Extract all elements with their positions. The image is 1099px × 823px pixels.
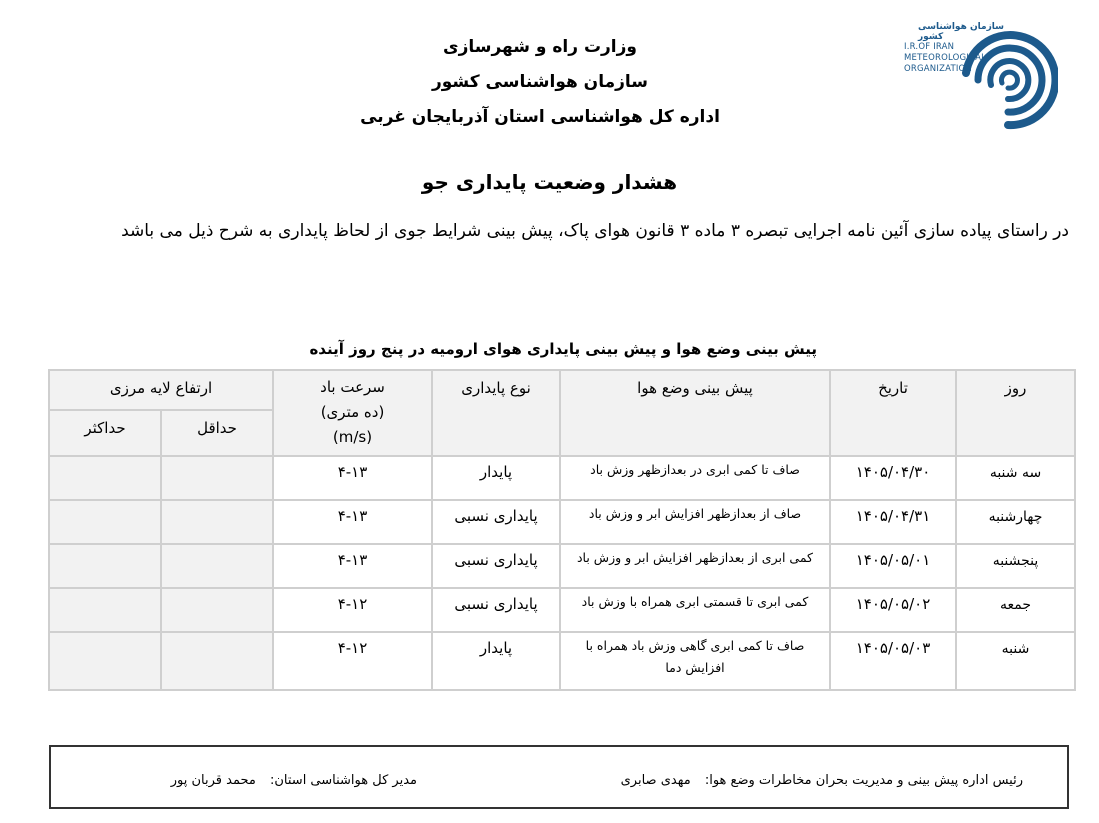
header-date: تاریخ: [830, 370, 956, 456]
warning-title: هشدار وضعیت پایداری جو: [421, 170, 678, 194]
cell-day: جمعه: [956, 588, 1075, 632]
cell-stability: پایداری نسبی: [432, 588, 560, 632]
header-min: حداقل: [161, 410, 273, 456]
header-stability: نوع پایداری: [432, 370, 560, 456]
signature-box: [49, 745, 1069, 809]
logo-english-line-2: METEOROLOGICAL: [904, 53, 987, 63]
cell-max: [49, 456, 161, 500]
cell-wind-speed: ۴-۱۲: [273, 588, 432, 632]
cell-forecast: صاف تا کمی ابری گاهی وزش باد همراه با افزایش دما: [560, 632, 830, 690]
header-wind-speed-line-2: (ده متری): [320, 403, 385, 421]
cell-wind-speed: ۴-۱۲: [273, 632, 432, 690]
provincial-office-name: اداره کل هواشناسی استان آذربایجان غربی: [360, 107, 720, 127]
cell-day: چهارشنبه: [956, 500, 1075, 544]
director-role: مدیر کل هواشناسی استان:: [269, 773, 417, 788]
table-header-row: [49, 370, 1075, 410]
cell-forecast: صاف تا کمی ابری در بعدازظهر وزش باد: [560, 456, 830, 500]
cell-wind-speed: ۴-۱۳: [273, 500, 432, 544]
table-row: [49, 544, 1075, 588]
cell-wind-speed: ۴-۱۳: [273, 544, 432, 588]
header-wind-speed-line-1: سرعت باد: [320, 378, 385, 396]
cell-date: ۱۴۰۵/۰۵/۰۳: [830, 632, 956, 690]
cell-min: [161, 500, 273, 544]
table-row: [49, 632, 1075, 690]
cell-day: سه شنبه: [956, 456, 1075, 500]
cell-max: [49, 544, 161, 588]
forecast-head-name: مهدی صابری: [620, 773, 691, 788]
cell-min: [161, 544, 273, 588]
cell-forecast: کمی ابری تا قسمتی ابری همراه با وزش باد: [560, 588, 830, 632]
cell-wind-speed: ۴-۱۳: [273, 456, 432, 500]
forecast-head-role: رئیس اداره پیش بینی و مدیریت بحران مخاطرات وضع هوا:: [704, 773, 1023, 788]
director-signature: [171, 773, 417, 788]
cell-max: [49, 500, 161, 544]
meteorology-spiral-icon: [958, 28, 1058, 133]
cell-date: ۱۴۰۵/۰۵/۰۱: [830, 544, 956, 588]
header-forecast: پیش بینی وضع هوا: [560, 370, 830, 456]
header-wind-speed: [273, 370, 432, 456]
document-header: [340, 30, 740, 135]
cell-stability: پایدار: [432, 632, 560, 690]
header-wind-speed-line-3: (m/s): [332, 428, 373, 446]
organization-logo: [900, 22, 1060, 137]
header-day: روز: [956, 370, 1075, 456]
cell-min: [161, 588, 273, 632]
table-row: [49, 500, 1075, 544]
table-title: پیش بینی وضع هوا و پیش بینی پایداری هوای ارومیه در پنج روز آینده: [309, 340, 817, 358]
forecast-table: [48, 369, 1076, 691]
intro-paragraph: در راستای پیاده سازی آئین نامه اجرایی تبصره ۳ ماده ۳ قانون هوای پاک، پیش بینی شرایط جوی از لحاظ پایداری به شرح ذیل می باشد: [121, 221, 1069, 241]
cell-stability: پایداری نسبی: [432, 544, 560, 588]
cell-min: [161, 632, 273, 690]
logo-english-line-1: I.R.OF IRAN: [904, 42, 955, 52]
cell-day: شنبه: [956, 632, 1075, 690]
cell-max: [49, 588, 161, 632]
table-row: [49, 456, 1075, 500]
cell-stability: پایداری نسبی: [432, 500, 560, 544]
organization-name: سازمان هواشناسی کشور: [431, 72, 648, 92]
forecast-head-signature: [621, 773, 1023, 788]
table-row: [49, 588, 1075, 632]
cell-forecast: کمی ابری از بعدازظهر افزایش ابر و وزش باد: [560, 544, 830, 588]
cell-max: [49, 632, 161, 690]
director-name: محمد قربان پور: [170, 773, 256, 788]
cell-day: پنجشنبه: [956, 544, 1075, 588]
logo-persian-name: سازمان هواشناسی کشور: [917, 22, 1004, 42]
ministry-name: وزارت راه و شهرسازی: [442, 37, 637, 57]
logo-english-line-3: ORGANIZATION: [904, 64, 972, 74]
cell-date: ۱۴۰۵/۰۴/۳۱: [830, 500, 956, 544]
cell-date: ۱۴۰۵/۰۴/۳۰: [830, 456, 956, 500]
header-boundary-layer: ارتفاع لایه مرزی: [49, 370, 273, 410]
cell-min: [161, 456, 273, 500]
header-max: حداکثر: [49, 410, 161, 456]
cell-date: ۱۴۰۵/۰۵/۰۲: [830, 588, 956, 632]
cell-forecast: صاف از بعدازظهر افزایش ابر و وزش باد: [560, 500, 830, 544]
cell-stability: پایدار: [432, 456, 560, 500]
